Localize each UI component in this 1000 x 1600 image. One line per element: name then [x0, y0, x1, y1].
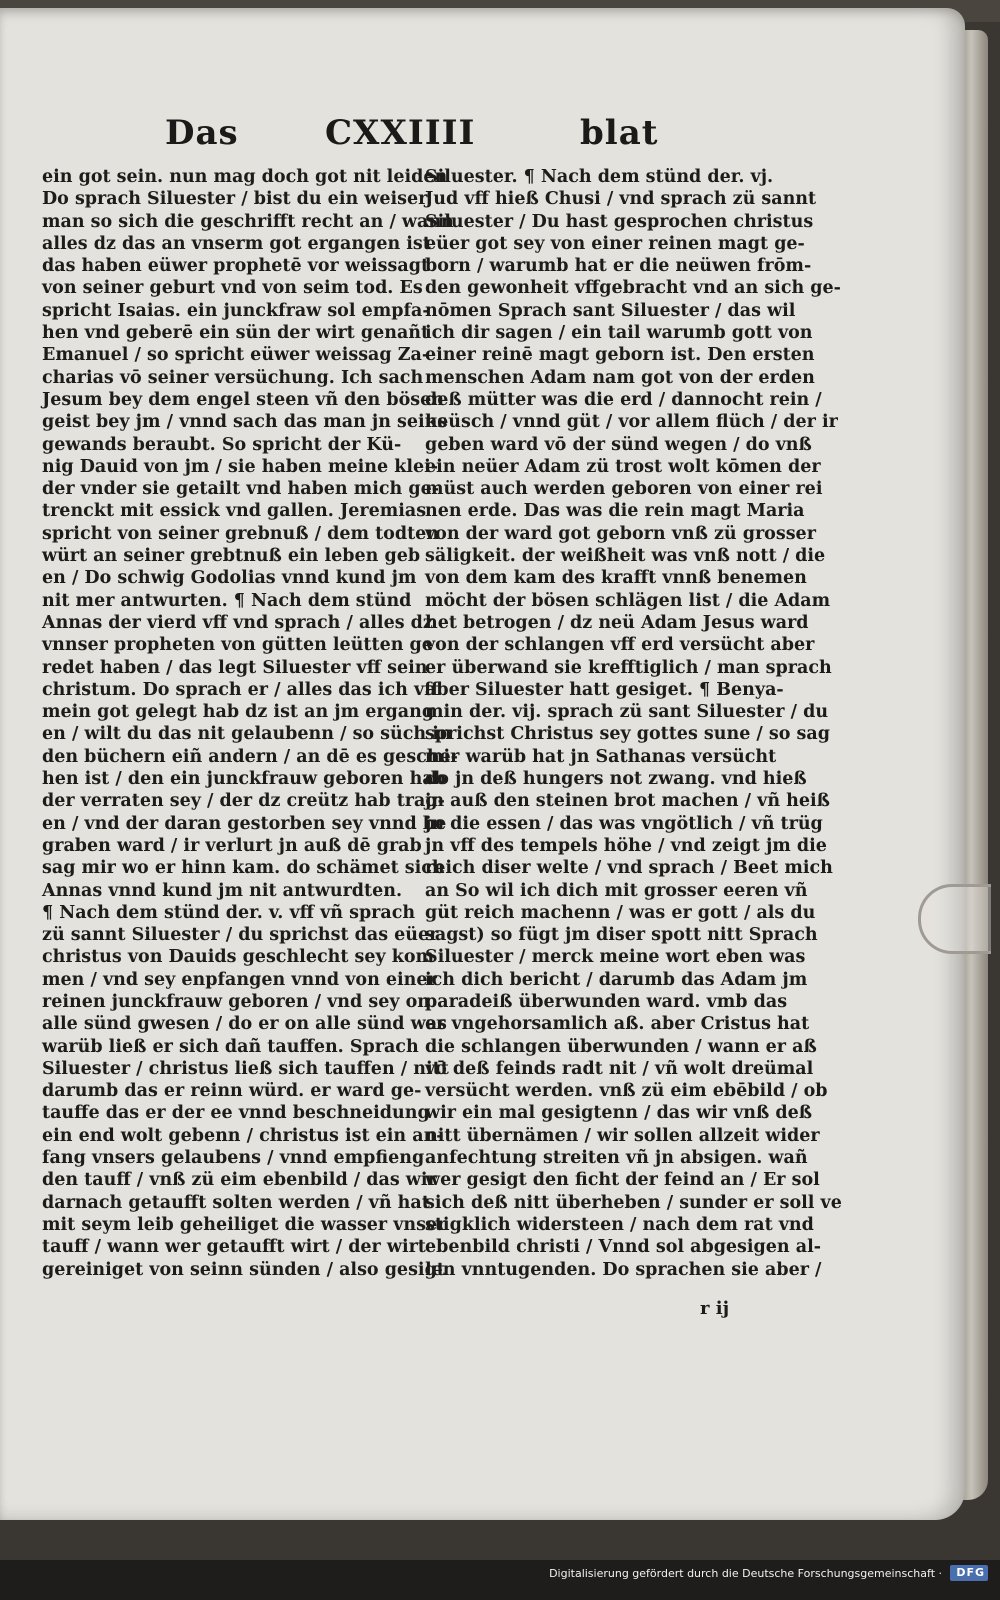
- text-line: deß mütter was die erd / dannocht rein /: [425, 389, 822, 410]
- text-line: der verraten sey / der dz creütz hab trag-: [42, 791, 445, 812]
- text-line: warüb ließ er sich dañ tauffen. Sprach: [42, 1036, 419, 1057]
- text-line: Siluester. ¶ Nach dem stünd der. vj.: [425, 167, 774, 187]
- text-line: en / wilt du das nit gelaubenn / so süch in: [42, 724, 452, 745]
- text-line: ¶ Nach dem stünd der. v. vff vñ sprach: [42, 902, 416, 923]
- text-line: wer gesigt den ficht der feind an / Er sol: [425, 1170, 820, 1191]
- text-line: von der schlangen vff erd versücht aber: [425, 635, 815, 656]
- text-line: stigklich widersteen / nach dem rat vnd: [425, 1214, 814, 1235]
- text-line: ebenbild christi / Vnnd sol abgesigen al-: [425, 1237, 821, 1258]
- text-line: en / vnd der daran gestorben sey vnnd be: [42, 813, 447, 834]
- text-line: christum. Do sprach er / alles das ich vff: [42, 679, 439, 700]
- text-line: eüer got sey von einer reinen magt ge-: [425, 233, 805, 254]
- footer-bar: [0, 1560, 1000, 1600]
- text-line: Annas der vierd vff vnd sprach / alles dz: [42, 612, 433, 633]
- header-right: blat: [580, 113, 659, 153]
- text-line: anfechtung streiten vñ jn absigen. wañ: [425, 1148, 808, 1169]
- footer-credit: Digitalisierung gefördert durch die Deutsche Forschungsgemeinschaft ·: [549, 1567, 942, 1580]
- text-line: gereiniget von seinn sünden / also gesigt: [42, 1259, 445, 1280]
- text-line: spricht Isaias. ein junckfraw sol empfa-: [42, 300, 430, 321]
- text-line: nōmen Sprach sant Siluester / das wil: [425, 300, 796, 321]
- text-line: güt reich machenn / was er gott / als du: [425, 902, 816, 923]
- text-line: säligkeit. der weißheit was vnß nott / die: [425, 546, 826, 567]
- text-line: der vnder sie getailt vnd haben mich ge-: [42, 479, 439, 500]
- text-line: Do sprach Siluester / bist du ein weiser: [42, 189, 428, 210]
- text-line: jn auß den steinen brot machen / vñ heiß: [425, 791, 830, 812]
- text-line: aber Siluester hatt gesiget. ¶ Benya-: [425, 679, 784, 700]
- text-line: Siluester / merck meine wort eben was: [425, 947, 806, 968]
- text-line: charias vō seiner versüchung. Ich sach: [42, 367, 424, 388]
- text-line: nen erde. Das was die rein magt Maria: [425, 501, 805, 522]
- text-line: sprichst Christus sey gottes sune / so sag: [425, 724, 830, 745]
- text-line: vnnser propheten von gütten leütten ge: [42, 635, 433, 656]
- text-line: jn vff des tempels höhe / vnd zeigt jm die: [425, 835, 827, 856]
- text-line: ein got sein. nun mag doch got nit leiden: [42, 167, 448, 187]
- text-line: born / warumb hat er die neüwen frōm-: [425, 256, 812, 277]
- text-line: men / vnd sey enpfangen vnnd von einer: [42, 969, 437, 990]
- text-line: hen ist / den ein junckfrauw geboren hab: [42, 769, 446, 790]
- text-line: ich dir sagen / ein tail warumb gott von: [425, 323, 813, 344]
- text-line: den büchern eiñ andern / an dē es gesche-: [42, 746, 458, 767]
- text-line: do jn deß hungers not zwang. vnd hieß: [425, 769, 807, 790]
- text-line: jn die essen / das was vngötlich / vñ trüg: [425, 813, 823, 834]
- text-line: en / Do schwig Godolias vnnd kund jm: [42, 568, 417, 589]
- text-line: man so sich die geschrifft recht an / wann: [42, 211, 454, 232]
- text-line: nitt übernämen / wir sollen allzeit wider: [425, 1125, 820, 1146]
- text-line: sag mir wo er hinn kam. do schämet sich: [42, 858, 445, 879]
- text-line: reich diser welte / vnd sprach / Beet mich: [425, 858, 833, 879]
- text-line: darumb das er reinn würd. er ward ge-: [42, 1081, 422, 1102]
- text-line: ein end wolt gebenn / christus ist ein an-: [42, 1125, 444, 1146]
- text-line: von der ward got geborn vnß zü grosser: [425, 523, 816, 544]
- text-line: reinen junckfrauw geboren / vnd sey on: [42, 991, 430, 1012]
- text-line: Annas vnnd kund jm nit antwurdten.: [42, 880, 403, 901]
- text-line: sagst) so fügt jm diser spott nitt Sprach: [425, 925, 818, 946]
- text-line: fang vnsers gelaubens / vnnd empfieng: [42, 1148, 425, 1169]
- folio-number: CXXIIII: [325, 113, 476, 153]
- text-line: len vnntugenden. Do sprachen sie aber /: [425, 1259, 822, 1280]
- text-line: sich deß nitt überheben / sunder er soll ve: [425, 1192, 842, 1213]
- text-line: Siluester / Du hast gesprochen christus: [425, 211, 814, 232]
- text-line: menschen Adam nam got von der erden: [425, 367, 815, 388]
- text-line: müst auch werden geboren von einer rei: [425, 479, 823, 500]
- dfg-logo-text: DFG: [956, 1566, 985, 1579]
- text-line: das haben eüwer prophetē vor weissagt: [42, 256, 430, 277]
- text-line: alle sünd gwesen / do er on alle sünd was: [42, 1014, 447, 1035]
- text-line: mit seym leib geheiliget die wasser vnser: [42, 1214, 447, 1235]
- text-line: einer reinē magt geborn ist. Den ersten: [425, 345, 815, 366]
- text-line: christus von Dauids geschlecht sey kom: [42, 947, 435, 968]
- text-line: nit mer antwurten. ¶ Nach dem stünd: [42, 590, 412, 611]
- text-line: ein neüer Adam zü trost wolt kōmen der: [425, 456, 821, 477]
- text-line: min der. vij. sprach zü sant Siluester / du: [425, 702, 829, 723]
- text-line: den gewonheit vffgebracht vnd an sich ge-: [425, 278, 841, 299]
- text-line: alles dz das an vnserm got ergangen ist: [42, 233, 431, 254]
- text-line: spricht von seiner grebnuß / dem todten: [42, 523, 440, 544]
- text-line: nig Dauid von jm / sie haben meine klei-: [42, 456, 439, 477]
- page-header: [0, 113, 965, 173]
- text-line: Jesum bey dem engel steen vñ den bösen: [42, 389, 444, 410]
- text-line: geist bey jm / vnnd sach das man jn seins: [42, 412, 448, 433]
- text-line: die schlangen überwunden / wann er aß: [425, 1036, 817, 1057]
- text-line: Siluester / christus ließ sich tauffen / nitt: [42, 1058, 449, 1079]
- text-line: trenckt mit essick vnd gallen. Jeremias: [42, 501, 427, 522]
- text-line: Emanuel / so spricht eüwer weissag Za-: [42, 345, 430, 366]
- text-line: er vngehorsamlich aß. aber Cristus hat: [425, 1014, 810, 1035]
- text-line: graben ward / ir verlurt jn auß dē grab: [42, 835, 422, 856]
- right-column: [425, 166, 842, 1281]
- text-line: würt an seiner grebtnuß ein leben geb: [42, 546, 421, 567]
- left-column: [42, 166, 458, 1281]
- text-line: mein got gelegt hab dz ist an jm ergang: [42, 702, 435, 723]
- text-line: redet haben / das legt Siluester vff sein: [42, 657, 428, 678]
- text-line: er überwand sie krefftiglich / man sprach: [425, 657, 832, 678]
- text-line: geben ward vō der sünd wegen / do vnß: [425, 434, 812, 455]
- text-line: versücht werden. vnß zü eim ebēbild / ob: [425, 1081, 828, 1102]
- text-line: darnach getaufft solten werden / vñ hat: [42, 1192, 430, 1213]
- signature-mark: r ij: [700, 1298, 730, 1319]
- text-line: tauffe das er der ee vnnd beschneidung: [42, 1103, 430, 1124]
- text-line: von seiner geburt vnd von seim tod. Es: [42, 278, 423, 299]
- text-line: den tauff / vnß zü eim ebenbild / das wir: [42, 1170, 437, 1191]
- book-page: [0, 8, 965, 1520]
- text-line: mir warüb hat jn Sathanas versücht: [425, 746, 777, 767]
- text-line: ich dich bericht / darumb das Adam jm: [425, 969, 808, 990]
- text-line: an So wil ich dich mit grosser eeren vñ: [425, 880, 808, 901]
- text-line: wir ein mal gesigtenn / das wir vnß deß: [425, 1103, 813, 1124]
- text-line: het betrogen / dz neü Adam Jesus ward: [425, 612, 809, 633]
- text-line: Jud vff hieß Chusi / vnd sprach zü sannt: [425, 189, 817, 210]
- text-line: keüsch / vnnd güt / vor allem flüch / der ir: [425, 412, 838, 433]
- text-line: gewands beraubt. So spricht der Kü-: [42, 434, 402, 455]
- text-line: zü sannt Siluester / du sprichst das eüer: [42, 925, 439, 946]
- text-line: tauff / wann wer getaufft wirt / der wirt: [42, 1237, 426, 1258]
- text-line: von dem kam des krafft vnnß benemen: [425, 568, 807, 589]
- text-line: möcht der bösen schlägen list / die Adam: [425, 590, 831, 611]
- page-clip: [918, 884, 991, 954]
- header-left: Das: [165, 113, 239, 153]
- text-line: vō deß feinds radt nit / vñ wolt dreümal: [425, 1058, 814, 1079]
- text-line: paradeiß überwunden ward. vmb das: [425, 991, 788, 1012]
- text-line: hen vnd geberē ein sün der wirt genañt: [42, 323, 430, 344]
